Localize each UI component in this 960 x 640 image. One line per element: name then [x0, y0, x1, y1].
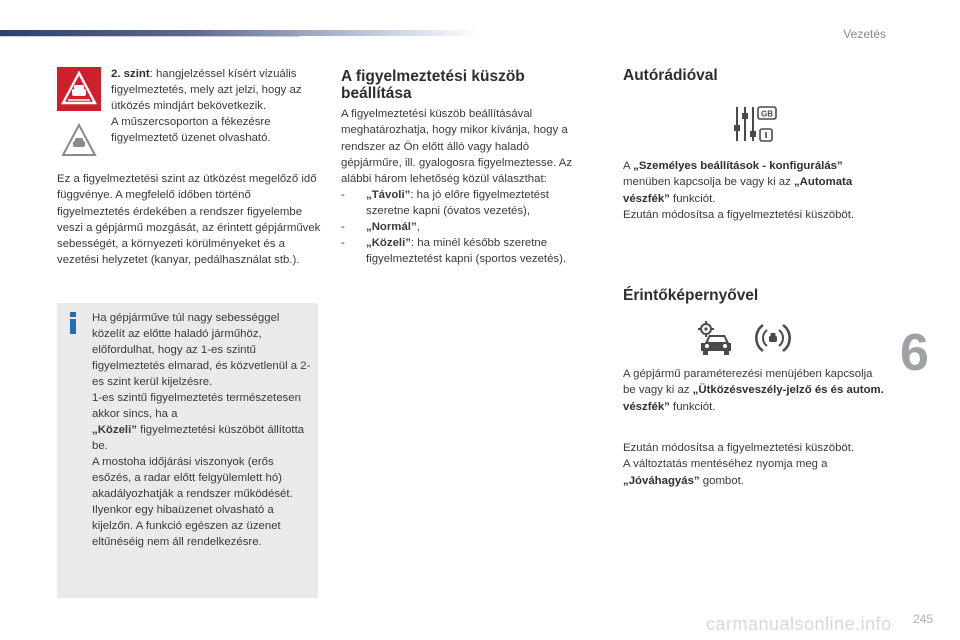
car-settings-icon — [697, 321, 735, 355]
threshold-title-line2: beállítása — [341, 85, 412, 102]
level2-description — [111, 66, 321, 146]
radio-text-4: Ezután módosítsa a figyelmeztetési küszöböt. — [623, 208, 855, 221]
touch-function-name: „Ütközésveszély-jelző és és autom. vészfék” — [623, 384, 884, 413]
radio-section-title: Autórádióval — [623, 67, 718, 84]
touch-text-5: gombot. — [699, 474, 744, 487]
info-text-bold: „Közeli” — [92, 424, 137, 436]
info-text-3: figyelmeztetési küszöböt állította be. — [92, 424, 305, 452]
list-dash: - — [341, 221, 345, 233]
level2-label: 2. szint — [111, 68, 150, 80]
option-far-desc: : ha jó előre figyelmeztetést szeretne kapni (óvatos vezetés), — [366, 189, 549, 218]
radio-menu-name: „Személyes beállítások - konfigurálás” — [633, 160, 843, 172]
info-box-text — [92, 310, 314, 550]
info-text-2: 1-es szintű figyelmeztetés természetesen akkor sincs, ha a — [92, 392, 301, 420]
radio-function-name: „Automata vészfék” — [623, 176, 853, 205]
level2-text: : hangjelzéssel kísért vizuális figyelmeztetés, mely azt jelzi, hogy az ütközés mindjárt bekövetkezik. — [111, 68, 302, 112]
touchscreen-instructions-2 — [623, 440, 885, 489]
option-normal: „Normál” — [366, 221, 417, 233]
page-number: 245 — [913, 612, 934, 626]
list-dash: - — [341, 237, 345, 249]
level2-text-2: A műszercsoporton a fékezésre figyelmeztető üzenet olvasható. — [111, 116, 271, 144]
chapter-title: Vezetés — [843, 27, 886, 41]
option-near: „Közeli” — [366, 237, 411, 249]
threshold-title-line1: A figyelmeztetési küszöb — [341, 68, 525, 85]
collision-warning-icon — [755, 321, 791, 355]
touch-text-2: funkciót. — [669, 400, 716, 413]
touchscreen-section-title: Érintőképernyővel — [623, 287, 759, 304]
info-text-1: Ha gépjárműve túl nagy sebességgel közelít az előtte haladó járműhöz, előfordulhat, hogy az 1-es szintű figyelmeztetés elmarad, és közvetlenül a 2-es szint kerül kijelzésre. — [92, 312, 311, 388]
radio-instructions — [623, 158, 885, 223]
radio-text-3: funkciót. — [669, 192, 716, 205]
settings-sliders-icon — [733, 105, 777, 143]
list-dash: - — [341, 189, 345, 201]
warning-level-paragraph: Ez a figyelmeztetési szint az ütközést megelőző idő függvénye. A megfelelő időben történő figyelmeztetés érdekében a rendszer figyelembe veszi a gépjármű mozgását, az érintett gépjárművek sebességét, a környezeti körülményeket és a vezetési helyzetet (kanyar, pedálhasználat stb.). — [57, 173, 321, 267]
threshold-section-title — [341, 68, 571, 102]
threshold-paragraph: A figyelmeztetési küszöb beállításával meghatározhatja, hogy mikor kívánja, hogy a rendszer az Ön előtt álló vagy haladó gépjárműre, ill. gyalogosra figyelmeztesse. Az alábbi három lehetőség közül választhat: — [341, 108, 573, 186]
radio-text-1: A — [623, 160, 634, 172]
radio-text-2: menüben kapcsolja be vagy ki az — [623, 176, 794, 189]
collision-alert-red-icon — [57, 67, 101, 111]
touch-text-4: A változtatás mentéséhez nyomja meg a — [623, 458, 828, 471]
touch-text-3: Ezután módosítsa a figyelmeztetési küszöböt. — [623, 442, 855, 454]
option-normal-desc: , — [416, 221, 420, 233]
collision-alert-grey-icon — [57, 119, 101, 163]
chapter-number: 6 — [900, 324, 929, 382]
touchscreen-instructions — [623, 366, 885, 415]
option-near-desc: : ha minél később szeretne figyelmeztetést kapni (sportos vezetés). — [366, 237, 567, 266]
header-bar-underline — [0, 36, 300, 37]
touch-text-1: A gépjármű paraméterezési menüjében kapcsolja be vagy ki az — [623, 368, 873, 397]
touch-confirm-name: „Jóváhagyás” — [623, 474, 700, 487]
info-icon — [67, 312, 79, 334]
info-text-4: A mostoha időjárási viszonyok (erős esőzés, a radar előtt felgyülemlett hó) akadályozhatják a rendszer működését. Ilyenkor egy hibaüzenet olvasható a kijelzőn. A funkció egészen az üzenet eltűnéséig nem áll rendelkezésre. — [92, 456, 293, 548]
radio-icon-label: GB — [761, 109, 773, 119]
option-far: „Távoli” — [366, 189, 411, 201]
footer-watermark: carmanualsonline.info — [706, 614, 892, 634]
